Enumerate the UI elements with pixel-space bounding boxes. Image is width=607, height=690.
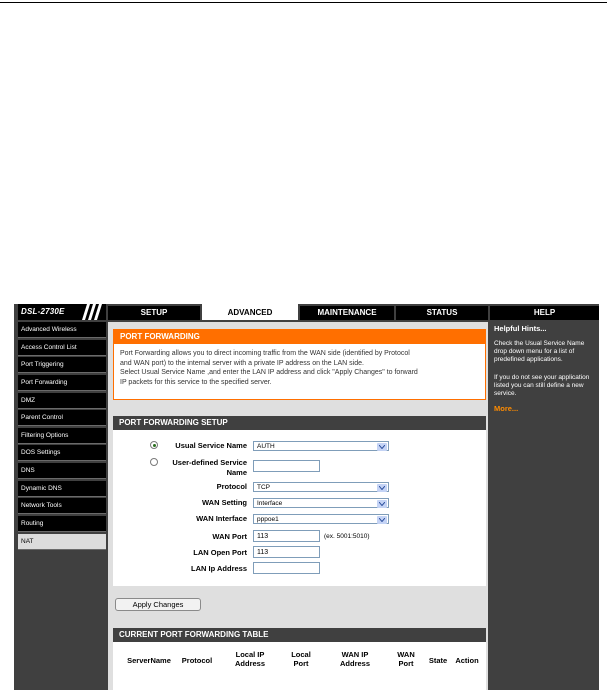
sidebar-item-dmz[interactable]: DMZ (18, 393, 106, 409)
sidebar-item-parent-control[interactable]: Parent Control (18, 410, 106, 426)
tab-maintenance[interactable]: MAINTENANCE (300, 306, 394, 320)
usual-service-label: Usual Service Name (175, 441, 247, 450)
sidebar-item-routing[interactable]: Routing (18, 516, 106, 532)
wan-port-label: WAN Port (212, 532, 247, 541)
wan-port-hint: (ex. 5001:5010) (324, 533, 370, 540)
wan-interface-value: pppoe1 (257, 516, 279, 523)
section-title-table: CURRENT PORT FORWARDING TABLE (113, 628, 486, 642)
wan-setting-select[interactable] (253, 498, 389, 508)
description-line: IP packets for this service to the specified server. (120, 378, 272, 386)
lan-ip-input[interactable] (253, 562, 320, 574)
chevron-down-icon (377, 443, 387, 451)
usual-service-value: AUTH (257, 443, 275, 450)
wan-setting-value: Interface (257, 500, 283, 507)
port-forwarding-description (114, 344, 485, 392)
protocol-value: TCP (257, 484, 270, 491)
column-header-local-ip (217, 650, 283, 668)
model-name: DSL-2730E (21, 307, 65, 316)
column-header-wan-port (387, 650, 425, 668)
column-header-servername: ServerName (127, 656, 171, 665)
section-title-setup: PORT FORWARDING SETUP (113, 416, 486, 430)
sidebar-item-nat[interactable]: NAT (18, 534, 106, 550)
sidebar-item-dos-settings[interactable]: DOS Settings (18, 445, 106, 461)
tab-setup[interactable]: SETUP (108, 306, 200, 320)
help-paragraph: If you do not see your application listed you can still define a new service. (494, 374, 590, 397)
protocol-select[interactable] (253, 482, 389, 492)
wan-interface-label: WAN Interface (196, 514, 247, 523)
column-header-protocol: Protocol (181, 656, 213, 665)
main-content (108, 322, 488, 690)
protocol-label: Protocol (216, 482, 247, 491)
column-header-line: WAN IP (341, 650, 369, 659)
description-line: Select Usual Service Name ,and enter the LAN IP address and click "Apply Changes" to forward (120, 369, 418, 376)
help-more-link[interactable]: More... (494, 404, 519, 413)
tab-advanced[interactable]: ADVANCED (202, 304, 298, 320)
sidebar-item-port-forwarding[interactable]: Port Forwarding (18, 375, 106, 391)
wan-interface-select[interactable] (253, 514, 389, 524)
wan-port-input[interactable]: 113 (253, 530, 320, 542)
help-panel (490, 322, 599, 690)
column-header-wan-ip (323, 650, 387, 668)
user-defined-service-input[interactable] (253, 460, 320, 472)
column-header-line: WAN (397, 650, 415, 659)
port-forwarding-table-box (113, 628, 486, 690)
description-line: Port Forwarding allows you to direct incoming traffic from the WAN side (identified by Protocol (120, 350, 410, 357)
lan-open-port-input[interactable]: 113 (253, 546, 320, 558)
help-paragraph: Check the Usual Service Name drop down menu for a list of predefined applications. (494, 340, 585, 363)
column-header-line: Address (339, 659, 370, 668)
page-top-rule (0, 2, 607, 3)
usual-service-select[interactable] (253, 441, 389, 451)
lan-open-port-label: LAN Open Port (193, 548, 247, 557)
apply-changes-button[interactable]: Apply Changes (115, 598, 201, 611)
column-header-line: Local IP (235, 650, 265, 659)
lan-ip-label: LAN Ip Address (191, 564, 247, 573)
brand-logo (18, 304, 106, 320)
description-line: and WAN port) to the internal server with a private IP address on the LAN side. (120, 359, 364, 367)
port-forwarding-info-box (113, 329, 486, 400)
chevron-down-icon (377, 516, 387, 524)
column-header-action: Action (455, 656, 479, 665)
sidebar-item-port-triggering[interactable]: Port Triggering (18, 357, 106, 373)
section-title-port-forwarding: PORT FORWARDING (114, 330, 485, 344)
tab-help[interactable]: HELP (490, 306, 599, 320)
sidebar-item-dynamic-dns[interactable]: Dynamic DNS (18, 481, 106, 497)
column-header-line: Port (293, 659, 309, 668)
chevron-down-icon (377, 484, 387, 492)
sidebar-nav (18, 322, 106, 551)
column-header-line: Port (398, 659, 414, 668)
column-header-local-port (281, 650, 321, 668)
user-defined-service-label-line2: Name (226, 468, 247, 477)
sidebar-item-dns[interactable]: DNS (18, 463, 106, 479)
user-defined-service-label-line1: User-defined Service (172, 458, 247, 467)
port-forwarding-setup-box (113, 416, 486, 586)
sidebar-item-access-control-list[interactable]: Access Control List (18, 340, 106, 356)
help-title: Helpful Hints... (494, 324, 547, 333)
tab-status[interactable]: STATUS (396, 306, 488, 320)
column-header-state: State (428, 656, 448, 665)
chevron-down-icon (377, 500, 387, 508)
logo-slash-icon (81, 304, 105, 320)
wan-setting-label: WAN Setting (202, 498, 247, 507)
column-header-line: Local (291, 650, 311, 659)
sidebar-item-filtering-options[interactable]: Filtering Options (18, 428, 106, 444)
sidebar-item-network-tools[interactable]: Network Tools (18, 498, 106, 514)
sidebar-item-advanced-wireless[interactable]: Advanced Wireless (18, 322, 106, 338)
column-header-line: Address (234, 659, 265, 668)
